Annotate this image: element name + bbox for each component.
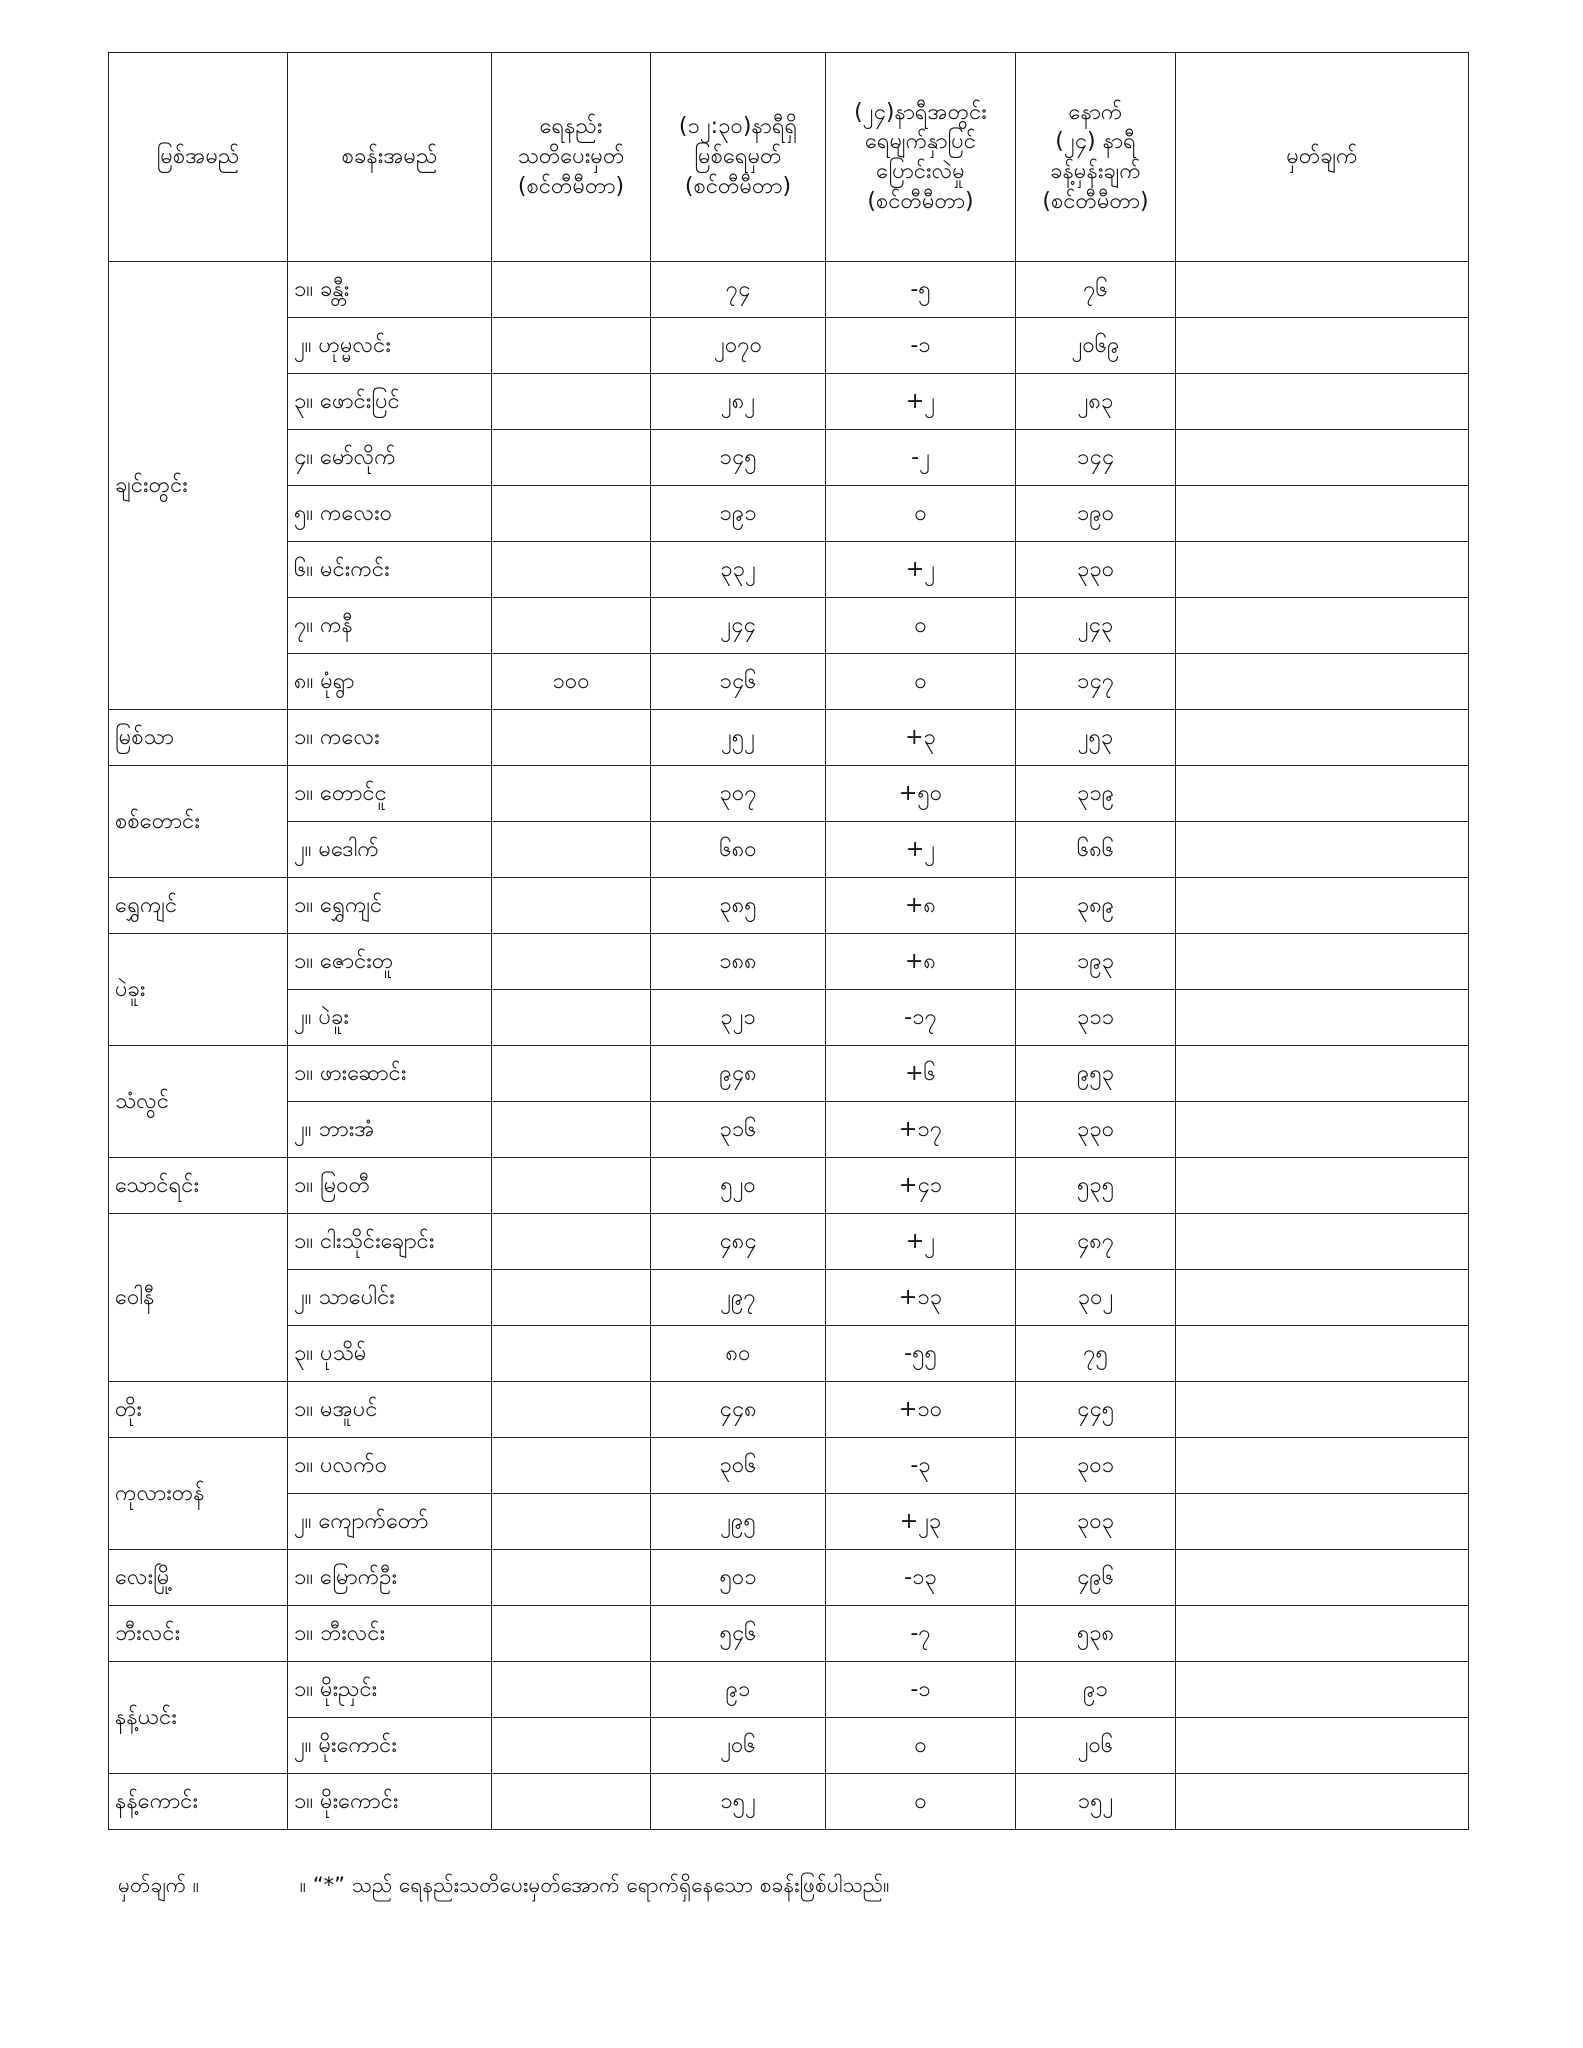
- river-name-cell: ရွှေကျင်: [109, 878, 288, 934]
- water-level-cell: ၂၉၇: [651, 1270, 826, 1326]
- river-name-cell: သောင်ရင်း: [109, 1158, 288, 1214]
- forecast-cell: ၃၃၀: [1016, 1102, 1176, 1158]
- river-name-cell: ဘီးလင်း: [109, 1606, 288, 1662]
- forecast-cell: ၃၃၀: [1016, 542, 1176, 598]
- river-name-cell: လေးမြို့: [109, 1550, 288, 1606]
- level-change-cell: +၂: [826, 822, 1016, 878]
- level-change-cell: -၇: [826, 1606, 1016, 1662]
- warning-level-cell: [492, 1270, 651, 1326]
- forecast-cell: ၂၅၃: [1016, 710, 1176, 766]
- remark-cell: [1176, 766, 1469, 822]
- level-change-cell: +၂: [826, 1214, 1016, 1270]
- level-change-cell: +၁၀: [826, 1382, 1016, 1438]
- warning-level-cell: [492, 1158, 651, 1214]
- header-24h-forecast: [1016, 53, 1176, 262]
- river-name-cell: တိုး: [109, 1382, 288, 1438]
- header-line: စခန်းအမည်: [341, 144, 438, 170]
- footnote-label: မှတ်ချက် ။: [118, 1873, 200, 1897]
- table-row: [109, 1158, 1469, 1214]
- table-body: [109, 262, 1469, 1830]
- station-cell: ၁။ မအူပင်: [288, 1382, 492, 1438]
- station-cell: ၁။ ခန္တီး: [288, 262, 492, 318]
- forecast-cell: ၅၃၅: [1016, 1158, 1176, 1214]
- table-row: [109, 1382, 1469, 1438]
- table-row: [109, 990, 1469, 1046]
- warning-level-cell: [492, 878, 651, 934]
- header-line: ပြောင်းလဲမှု: [876, 159, 965, 184]
- level-change-cell: -၁: [826, 1662, 1016, 1718]
- table-row: [109, 1046, 1469, 1102]
- remark-cell: [1176, 1214, 1469, 1270]
- table-row: [109, 934, 1469, 990]
- table-row: [109, 822, 1469, 878]
- header-line: ခန့်မှန်းချက်: [1050, 159, 1141, 184]
- station-cell: ၂။ သာပေါင်း: [288, 1270, 492, 1326]
- warning-level-cell: [492, 1774, 651, 1830]
- remark-cell: [1176, 374, 1469, 430]
- warning-level-cell: [492, 1046, 651, 1102]
- station-cell: ၁။ ကလေး: [288, 710, 492, 766]
- river-name-cell: ပဲခူး: [109, 934, 288, 1046]
- table-header-row: [109, 53, 1469, 262]
- water-level-cell: ၃၁၆: [651, 1102, 826, 1158]
- water-level-cell: ၂၄၄: [651, 598, 826, 654]
- header-line: မြစ်အမည်: [156, 144, 240, 170]
- table-row: [109, 710, 1469, 766]
- remark-cell: [1176, 878, 1469, 934]
- water-level-cell: ၃၀၆: [651, 1438, 826, 1494]
- forecast-cell: ၃၀၃: [1016, 1494, 1176, 1550]
- table-row: [109, 1326, 1469, 1382]
- header-line: နောက်: [1068, 99, 1123, 125]
- table-row: [109, 1550, 1469, 1606]
- water-level-cell: ၂၅၂: [651, 710, 826, 766]
- header-line: သတိပေးမှတ်: [517, 144, 625, 170]
- station-cell: ၁။ မြဝတီ: [288, 1158, 492, 1214]
- station-cell: ၂။ ပဲခူး: [288, 990, 492, 1046]
- table-row: [109, 1662, 1469, 1718]
- water-level-cell: ၄၄၈: [651, 1382, 826, 1438]
- station-cell: ၁။ မိုးကောင်း: [288, 1774, 492, 1830]
- table-row: [109, 374, 1469, 430]
- remark-cell: [1176, 1662, 1469, 1718]
- water-level-cell: ၁၄၆: [651, 654, 826, 710]
- remark-cell: [1176, 598, 1469, 654]
- station-cell: ၅။ ကလေးဝ: [288, 486, 492, 542]
- remark-cell: [1176, 318, 1469, 374]
- remark-cell: [1176, 1102, 1469, 1158]
- header-line: ရေနည်း: [539, 114, 603, 140]
- table-row: [109, 1214, 1469, 1270]
- warning-level-cell: [492, 990, 651, 1046]
- table-row: [109, 766, 1469, 822]
- table-row: [109, 878, 1469, 934]
- water-level-cell: ၁၈၈: [651, 934, 826, 990]
- warning-level-cell: [492, 710, 651, 766]
- forecast-cell: ၄၈၇: [1016, 1214, 1176, 1270]
- warning-level-cell: [492, 598, 651, 654]
- header-line: ရေမျက်နှာပြင်: [864, 129, 976, 155]
- level-change-cell: +၃: [826, 710, 1016, 766]
- level-change-cell: ၀: [826, 654, 1016, 710]
- water-level-cell: ၁၅၂: [651, 1774, 826, 1830]
- forecast-cell: ၁၉၀: [1016, 486, 1176, 542]
- table-row: [109, 1718, 1469, 1774]
- remark-cell: [1176, 1774, 1469, 1830]
- remark-cell: [1176, 1270, 1469, 1326]
- station-cell: ၁။ ပလက်ဝ: [288, 1438, 492, 1494]
- level-change-cell: +၅၀: [826, 766, 1016, 822]
- header-line: (စင်တီမီတာ): [517, 173, 625, 199]
- station-cell: ၁။ တောင်ငူ: [288, 766, 492, 822]
- forecast-cell: ၃၁၁: [1016, 990, 1176, 1046]
- warning-level-cell: [492, 1438, 651, 1494]
- remark-cell: [1176, 654, 1469, 710]
- table-row: [109, 1270, 1469, 1326]
- table-row: [109, 542, 1469, 598]
- warning-level-cell: [492, 934, 651, 990]
- header-24h-change: [826, 53, 1016, 262]
- water-level-cell: ၂၀၇၀: [651, 318, 826, 374]
- header-current-level: [651, 53, 826, 262]
- water-level-cell: ၇၄: [651, 262, 826, 318]
- forecast-cell: ၃၈၉: [1016, 878, 1176, 934]
- warning-level-cell: ၁၀၀: [492, 654, 651, 710]
- level-change-cell: +၈: [826, 934, 1016, 990]
- water-level-cell: ၆၈၀: [651, 822, 826, 878]
- header-river-name: [109, 53, 288, 262]
- level-change-cell: +၁၃: [826, 1270, 1016, 1326]
- remark-cell: [1176, 262, 1469, 318]
- remark-cell: [1176, 1494, 1469, 1550]
- level-change-cell: -၁၃: [826, 1550, 1016, 1606]
- station-cell: ၃။ ဖောင်းပြင်: [288, 374, 492, 430]
- forecast-cell: ၁၄၄: [1016, 430, 1176, 486]
- footnote-text: ။ “*” သည် ရေနည်းသတိပေးမှတ်အောက် ရောက်ရှိနေသော စခန်းဖြစ်ပါသည်။: [299, 1873, 890, 1897]
- warning-level-cell: [492, 486, 651, 542]
- table-row: [109, 1494, 1469, 1550]
- station-cell: ၂။ ဘားအံ: [288, 1102, 492, 1158]
- warning-level-cell: [492, 822, 651, 878]
- station-cell: ၁။ မိုးညှင်း: [288, 1662, 492, 1718]
- water-level-cell: ၂၈၂: [651, 374, 826, 430]
- level-change-cell: -၅: [826, 262, 1016, 318]
- forecast-cell: ၇၅: [1016, 1326, 1176, 1382]
- forecast-cell: ၄၉၆: [1016, 1550, 1176, 1606]
- header-station-name: [288, 53, 492, 262]
- river-name-cell: သံလွင်: [109, 1046, 288, 1158]
- table-row: [109, 486, 1469, 542]
- table-row: [109, 598, 1469, 654]
- warning-level-cell: [492, 1718, 651, 1774]
- warning-level-cell: [492, 1326, 651, 1382]
- water-level-cell: ၃၂၁: [651, 990, 826, 1046]
- table-row: [109, 262, 1469, 318]
- forecast-cell: ၉၁: [1016, 1662, 1176, 1718]
- water-level-cell: ၉၁: [651, 1662, 826, 1718]
- station-cell: ၁။ မြောက်ဦး: [288, 1550, 492, 1606]
- forecast-cell: ၁၉၃: [1016, 934, 1176, 990]
- station-cell: ၂။ ကျောက်တော်: [288, 1494, 492, 1550]
- table-row: [109, 1102, 1469, 1158]
- remark-cell: [1176, 1550, 1469, 1606]
- water-level-cell: ၃၃၂: [651, 542, 826, 598]
- header-low-warning-level: [492, 53, 651, 262]
- station-cell: ၁။ ငါးသိုင်းချောင်း: [288, 1214, 492, 1270]
- station-cell: ၇။ ကနီ: [288, 598, 492, 654]
- header-line: မြစ်ရေမှတ်: [694, 144, 782, 170]
- level-change-cell: +၆: [826, 1046, 1016, 1102]
- water-level-cell: ၈၀: [651, 1326, 826, 1382]
- level-change-cell: +၈: [826, 878, 1016, 934]
- warning-level-cell: [492, 1382, 651, 1438]
- footnote: [118, 1872, 889, 1903]
- forecast-cell: ၃၁၉: [1016, 766, 1176, 822]
- level-change-cell: +၂: [826, 374, 1016, 430]
- river-level-table: [108, 52, 1469, 1830]
- forecast-cell: ၇၆: [1016, 262, 1176, 318]
- warning-level-cell: [492, 1606, 651, 1662]
- forecast-cell: ၄၄၅: [1016, 1382, 1176, 1438]
- level-change-cell: -၁၇: [826, 990, 1016, 1046]
- warning-level-cell: [492, 374, 651, 430]
- header-line: (စင်တီမီတာ): [867, 188, 974, 214]
- station-cell: ၂။ မဒေါက်: [288, 822, 492, 878]
- table-row: [109, 654, 1469, 710]
- station-cell: ၃။ ပုသိမ်: [288, 1326, 492, 1382]
- river-name-cell: မြစ်သာ: [109, 710, 288, 766]
- water-level-cell: ၁၉၁: [651, 486, 826, 542]
- level-change-cell: -၁: [826, 318, 1016, 374]
- station-cell: ၁။ ရွှေကျင်: [288, 878, 492, 934]
- forecast-cell: ၂၀၆၉: [1016, 318, 1176, 374]
- station-cell: ၁။ ဘီးလင်း: [288, 1606, 492, 1662]
- warning-level-cell: [492, 766, 651, 822]
- water-level-cell: ၄၈၄: [651, 1214, 826, 1270]
- remark-cell: [1176, 822, 1469, 878]
- water-level-cell: ၃၈၅: [651, 878, 826, 934]
- level-change-cell: ၀: [826, 1718, 1016, 1774]
- level-change-cell: -၂: [826, 430, 1016, 486]
- forecast-cell: ၁၅၂: [1016, 1774, 1176, 1830]
- station-cell: ၄။ မော်လိုက်: [288, 430, 492, 486]
- remark-cell: [1176, 1046, 1469, 1102]
- forecast-cell: ၂၈၃: [1016, 374, 1176, 430]
- warning-level-cell: [492, 1102, 651, 1158]
- forecast-cell: ၃၀၂: [1016, 1270, 1176, 1326]
- water-level-cell: ၃၀၇: [651, 766, 826, 822]
- river-name-cell: နန့်ယင်း: [109, 1662, 288, 1774]
- water-level-cell: ၂၉၅: [651, 1494, 826, 1550]
- header-line: (၂၄)နာရီအတွင်း: [854, 99, 987, 125]
- water-level-cell: ၁၄၅: [651, 430, 826, 486]
- remark-cell: [1176, 1382, 1469, 1438]
- remark-cell: [1176, 934, 1469, 990]
- station-cell: ၁။ ဖားဆောင်း: [288, 1046, 492, 1102]
- level-change-cell: +၁၇: [826, 1102, 1016, 1158]
- forecast-cell: ၅၃၈: [1016, 1606, 1176, 1662]
- remark-cell: [1176, 1326, 1469, 1382]
- level-change-cell: -၃: [826, 1438, 1016, 1494]
- header-line: (စင်တီမီတာ): [1042, 188, 1149, 214]
- warning-level-cell: [492, 1214, 651, 1270]
- table-row: [109, 1606, 1469, 1662]
- remark-cell: [1176, 1718, 1469, 1774]
- level-change-cell: ၀: [826, 598, 1016, 654]
- warning-level-cell: [492, 542, 651, 598]
- table-row: [109, 430, 1469, 486]
- table-row: [109, 318, 1469, 374]
- station-cell: ၆။ မင်းကင်း: [288, 542, 492, 598]
- document-page: [108, 52, 1468, 1830]
- water-level-cell: ၅၄၆: [651, 1606, 826, 1662]
- remark-cell: [1176, 542, 1469, 598]
- water-level-cell: ၂၀၆: [651, 1718, 826, 1774]
- remark-cell: [1176, 486, 1469, 542]
- warning-level-cell: [492, 1550, 651, 1606]
- header-line: (၁၂:၃၀)နာရီရှိ: [678, 114, 798, 140]
- table-row: [109, 1438, 1469, 1494]
- forecast-cell: ၂၄၃: [1016, 598, 1176, 654]
- header-line: (စင်တီမီတာ): [684, 173, 792, 199]
- water-level-cell: ၅၀၁: [651, 1550, 826, 1606]
- station-cell: ၈။ မုံရွာ: [288, 654, 492, 710]
- table-row: [109, 1774, 1469, 1830]
- warning-level-cell: [492, 318, 651, 374]
- remark-cell: [1176, 1158, 1469, 1214]
- header-line: (၂၄) နာရီ: [1055, 129, 1136, 155]
- water-level-cell: ၅၂၀: [651, 1158, 826, 1214]
- level-change-cell: +၄၁: [826, 1158, 1016, 1214]
- station-cell: ၁။ ဇောင်းတူ: [288, 934, 492, 990]
- header-line: မှတ်ချက်: [1286, 144, 1358, 170]
- forecast-cell: ၉၅၃: [1016, 1046, 1176, 1102]
- remark-cell: [1176, 430, 1469, 486]
- level-change-cell: ၀: [826, 1774, 1016, 1830]
- warning-level-cell: [492, 1494, 651, 1550]
- river-name-cell: ချင်းတွင်း: [109, 262, 288, 710]
- warning-level-cell: [492, 262, 651, 318]
- level-change-cell: +၂: [826, 542, 1016, 598]
- forecast-cell: ၁၄၇: [1016, 654, 1176, 710]
- river-name-cell: နန့်ကောင်း: [109, 1774, 288, 1830]
- river-name-cell: ဝေါနီ: [109, 1214, 288, 1382]
- level-change-cell: ၀: [826, 486, 1016, 542]
- remark-cell: [1176, 710, 1469, 766]
- forecast-cell: ၃၀၁: [1016, 1438, 1176, 1494]
- remark-cell: [1176, 1606, 1469, 1662]
- forecast-cell: ၂၀၆: [1016, 1718, 1176, 1774]
- remark-cell: [1176, 990, 1469, 1046]
- station-cell: ၂။ ဟုမ္မလင်း: [288, 318, 492, 374]
- header-remarks: [1176, 53, 1469, 262]
- station-cell: ၂။ မိုးကောင်း: [288, 1718, 492, 1774]
- forecast-cell: ၆၈၆: [1016, 822, 1176, 878]
- level-change-cell: +၂၃: [826, 1494, 1016, 1550]
- warning-level-cell: [492, 1662, 651, 1718]
- level-change-cell: -၅၅: [826, 1326, 1016, 1382]
- water-level-cell: ၉၄၈: [651, 1046, 826, 1102]
- river-name-cell: ကုလားတန်: [109, 1438, 288, 1550]
- remark-cell: [1176, 1438, 1469, 1494]
- river-name-cell: စစ်တောင်း: [109, 766, 288, 878]
- warning-level-cell: [492, 430, 651, 486]
